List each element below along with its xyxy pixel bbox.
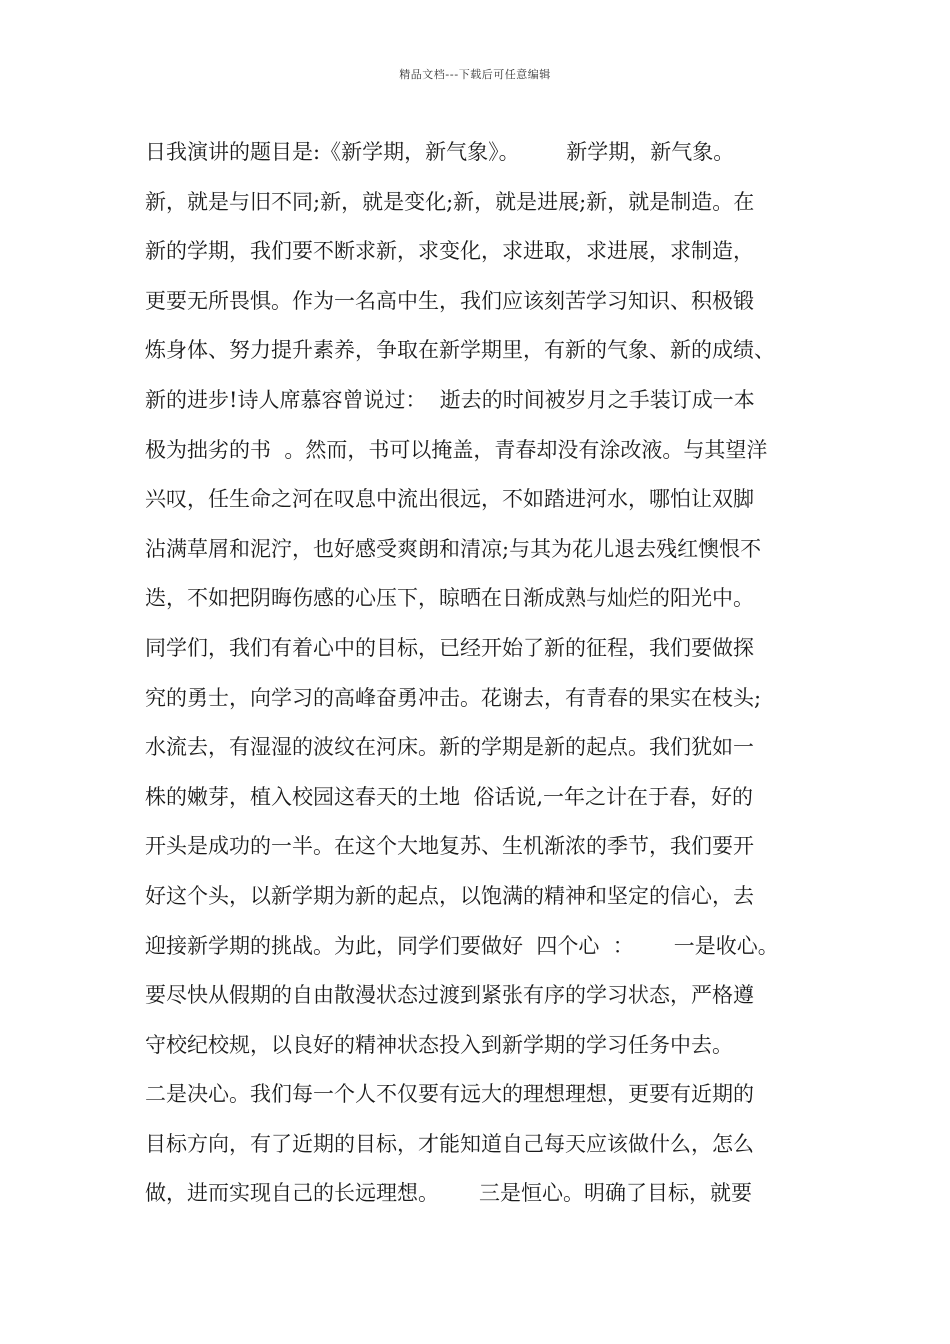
text-line: 水流去，有湿湿的波纹在河床。新的学期是新的起点。我们犹如一 <box>145 735 754 760</box>
text-line: 日我演讲的题目是:《新学期，新气象》。 新学期，新气象。 <box>145 140 735 164</box>
text-line: 要尽快从假期的自由散漫状态过渡到紧张有序的学习状态，严格遵 <box>145 983 754 1008</box>
text-line: 做，进而实现自己的长远理想。 三是恒心。明确了目标，就要 <box>145 1181 753 1206</box>
text-line: 株的嫩芽，植入校园这春天的土地 俗话说,一年之计在于春，好的 <box>145 784 754 809</box>
text-line: 炼身体、努力提升素养，争取在新学期里，有新的气象、新的成绩、 <box>145 338 775 363</box>
text-line: 新，就是与旧不同;新，就是变化;新，就是进展;新，就是制造。在 <box>145 189 755 214</box>
text-line: 极为拙劣的书 。然而，书可以掩盖，青春却没有涂改液。与其望洋 <box>145 437 768 462</box>
text-line: 好这个头，以新学期为新的起点，以饱满的精神和坚定的信心，去 <box>145 883 754 908</box>
text-line: 更要无所畏惧。作为一名高中生，我们应该刻苦学习知识、积极锻 <box>145 288 754 313</box>
text-line: 二是决心。我们每一个人不仅要有远大的理想理想，更要有近期的 <box>145 1082 754 1107</box>
document-body <box>145 128 845 1219</box>
text-line: 兴叹，任生命之河在叹息中流出很远，不如踏进河水，哪怕让双脚 <box>145 487 754 512</box>
text-line: 守校纪校规，以良好的精神状态投入到新学期的学习任务中去。 <box>145 1032 733 1057</box>
text-line: 新的进步!诗人席慕容曾说过： 逝去的时间被岁月之手装订成一本 <box>145 387 755 412</box>
text-line: 开头是成功的一半。在这个大地复苏、生机渐浓的季节，我们要开 <box>145 834 754 859</box>
text-line: 新的学期，我们要不断求新，求变化，求进取，求进展，求制造， <box>145 239 754 264</box>
text-line: 沾满草屑和泥泞，也好感受爽朗和清凉;与其为花儿退去残红懊恨不 <box>145 536 762 561</box>
text-line: 迭，不如把阴晦伤感的心压下，晾晒在日渐成熟与灿烂的阳光中。 <box>145 586 754 611</box>
text-line: 目标方向，有了近期的目标，才能知道自己每天应该做什么，怎么 <box>145 1131 754 1156</box>
page-header: 精品文档---下载后可任意编辑 <box>399 68 551 81</box>
text-line: 究的勇士，向学习的高峰奋勇冲击。花谢去，有青春的果实在枝头; <box>145 685 762 710</box>
text-line: 同学们，我们有着心中的目标，已经开始了新的征程，我们要做探 <box>145 635 754 660</box>
text-line: 迎接新学期的挑战。为此，同学们要做好 四个心 ： 一是收心。 <box>145 933 779 958</box>
